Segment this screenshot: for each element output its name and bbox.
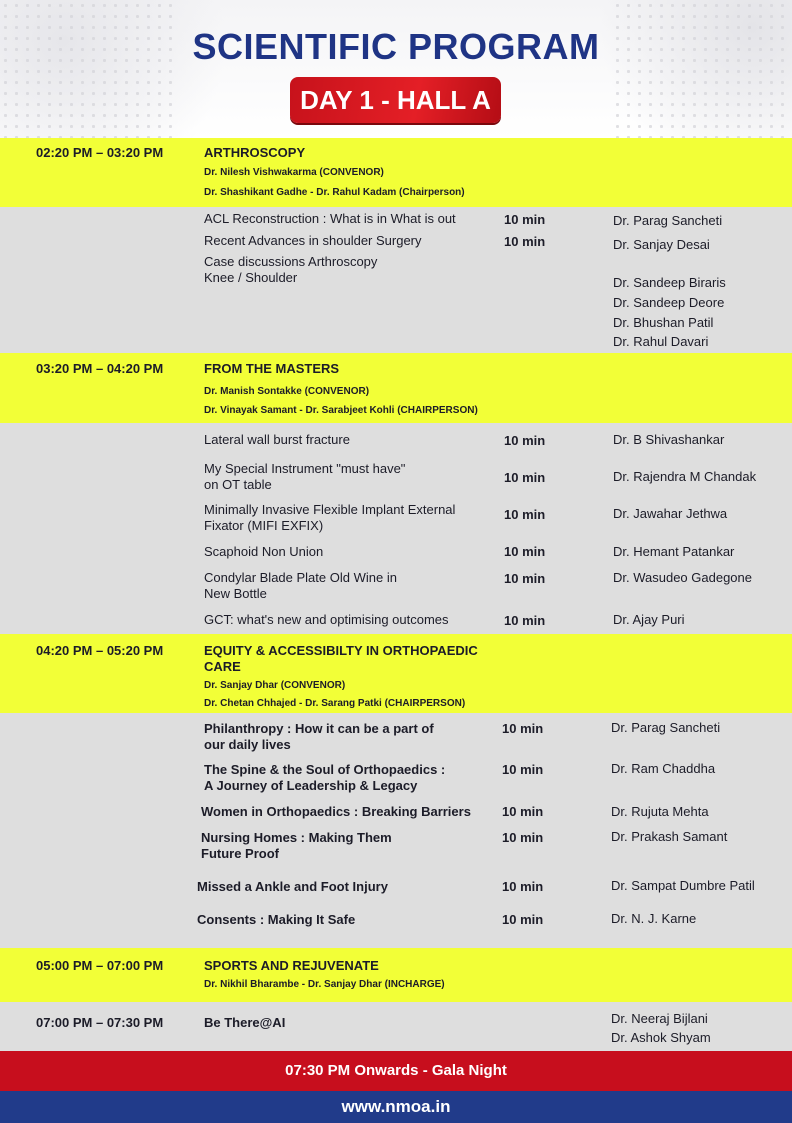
- talk-title: Recent Advances in shoulder Surgery: [204, 233, 422, 248]
- speaker: Dr. Rahul Davari: [613, 334, 709, 349]
- session-time: 05:00 PM – 07:00 PM: [36, 958, 164, 973]
- talk-duration: 10 min: [502, 830, 544, 845]
- session-header-arthroscopy: [0, 138, 792, 207]
- session-time: 03:20 PM – 04:20 PM: [36, 361, 164, 376]
- talk-duration: 10 min: [504, 470, 546, 485]
- speaker: Dr. Neeraj Bijlani: [611, 1011, 708, 1026]
- speaker: Dr. Sandeep Deore: [613, 295, 725, 310]
- speaker: Dr. Sandeep Biraris: [613, 275, 726, 290]
- talk-title: Lateral wall burst fracture: [204, 432, 350, 447]
- session-be-there-ai: [0, 1002, 792, 1051]
- talk-title: Minimally Invasive Flexible Implant External: [204, 502, 456, 517]
- session-body-masters: [0, 423, 792, 634]
- chairperson: Dr. Vinayak Samant - Dr. Sarabjeet Kohli (CHAIRPERSON): [204, 405, 478, 416]
- speaker: Dr. Sanjay Desai: [613, 237, 710, 252]
- session-time: 07:00 PM – 07:30 PM: [36, 1015, 164, 1030]
- day-hall-badge: DAY 1 - HALL A: [290, 77, 501, 123]
- speaker: Dr. Ashok Shyam: [611, 1030, 711, 1045]
- speaker: Dr. Ram Chaddha: [611, 761, 716, 776]
- session-header-equity: [0, 634, 792, 713]
- session-title: ARTHROSCOPY: [204, 145, 306, 160]
- talk-duration: 10 min: [504, 507, 546, 522]
- chairperson: Dr. Shashikant Gadhe - Dr. Rahul Kadam (Chairperson): [204, 187, 465, 198]
- talk-title: ACL Reconstruction : What is in What is out: [204, 211, 456, 226]
- chairperson: Dr. Chetan Chhajed - Dr. Sarang Patki (CHAIRPERSON): [204, 698, 466, 709]
- talk-title: Missed a Ankle and Foot Injury: [197, 879, 388, 894]
- speaker: Dr. Bhushan Patil: [613, 315, 714, 330]
- talk-duration: 10 min: [504, 613, 546, 628]
- convenor: Dr. Manish Sontakke (CONVENOR): [204, 386, 370, 397]
- session-header-masters: [0, 353, 792, 423]
- talk-duration: 10 min: [504, 212, 546, 227]
- talk-duration: 10 min: [502, 721, 544, 736]
- talk-title: Condylar Blade Plate Old Wine in: [204, 570, 397, 585]
- talk-title: GCT: what's new and optimising outcomes: [204, 612, 449, 627]
- speaker: Dr. Hemant Patankar: [613, 544, 735, 559]
- session-title: Be There@AI: [204, 1015, 286, 1030]
- decorative-dots: [0, 0, 180, 138]
- talk-title: Scaphoid Non Union: [204, 544, 324, 559]
- speaker: Dr. Rajendra M Chandak: [613, 469, 757, 484]
- speaker: Dr. Sampat Dumbre Patil: [611, 878, 755, 893]
- talk-title: A Journey of Leadership & Legacy: [204, 778, 418, 793]
- talk-duration: 10 min: [502, 879, 544, 894]
- talk-duration: 10 min: [504, 234, 546, 249]
- session-title: FROM THE MASTERS: [204, 361, 340, 376]
- talk-title: Nursing Homes : Making Them: [201, 830, 392, 845]
- talk-duration: 10 min: [504, 433, 546, 448]
- session-time: 04:20 PM – 05:20 PM: [36, 643, 164, 658]
- talk-title: Women in Orthopaedics : Breaking Barriers: [201, 804, 471, 819]
- incharge: Dr. Nikhil Bharambe - Dr. Sanjay Dhar (INCHARGE): [204, 979, 445, 990]
- talk-title: My Special Instrument "must have": [204, 461, 406, 476]
- talk-duration: 10 min: [502, 804, 544, 819]
- session-title: SPORTS AND REJUVENATE: [204, 958, 379, 973]
- session-body-arthroscopy: [0, 207, 792, 353]
- session-header-sports: [0, 948, 792, 1002]
- talk-title: Future Proof: [201, 846, 279, 861]
- page-header: [0, 0, 792, 138]
- session-title: EQUITY & ACCESSIBILTY IN ORTHOPAEDIC: [204, 643, 478, 658]
- session-title: CARE: [204, 659, 241, 674]
- talk-title: Consents : Making It Safe: [197, 912, 356, 927]
- speaker: Dr. Jawahar Jethwa: [613, 506, 728, 521]
- talk-duration: 10 min: [502, 762, 544, 777]
- talk-title: Knee / Shoulder: [204, 270, 298, 285]
- talk-duration: 10 min: [502, 912, 544, 927]
- speaker: Dr. N. J. Karne: [611, 911, 697, 926]
- speaker: Dr. B Shivashankar: [613, 432, 725, 447]
- talk-title: Case discussions Arthroscopy: [204, 254, 378, 269]
- speaker: Dr. Parag Sancheti: [613, 213, 723, 228]
- talk-title: Philanthropy : How it can be a part of: [204, 721, 434, 736]
- speaker: Dr. Prakash Samant: [611, 829, 728, 844]
- convenor: Dr. Nilesh Vishwakarma (CONVENOR): [204, 167, 384, 178]
- speaker: Dr. Parag Sancheti: [611, 720, 721, 735]
- website-link[interactable]: www.nmoa.in: [0, 1091, 792, 1123]
- session-time: 02:20 PM – 03:20 PM: [36, 145, 164, 160]
- speaker: Dr. Rujuta Mehta: [611, 804, 709, 819]
- talk-title: on OT table: [204, 477, 272, 492]
- talk-title: Fixator (MIFI EXFIX): [204, 518, 324, 533]
- gala-night-banner: 07:30 PM Onwards - Gala Night: [0, 1051, 792, 1091]
- speaker: Dr. Wasudeo Gadegone: [613, 570, 752, 585]
- talk-title: The Spine & the Soul of Orthopaedics :: [204, 762, 446, 777]
- speaker: Dr. Ajay Puri: [613, 612, 685, 627]
- page-title: SCIENTIFIC PROGRAM: [192, 26, 600, 67]
- decorative-dots: [612, 0, 792, 138]
- talk-title: our daily lives: [204, 737, 291, 752]
- talk-duration: 10 min: [504, 544, 546, 559]
- talk-title: New Bottle: [204, 586, 267, 601]
- talk-duration: 10 min: [504, 571, 546, 586]
- convenor: Dr. Sanjay Dhar (CONVENOR): [204, 680, 346, 691]
- session-body-equity: [0, 713, 792, 948]
